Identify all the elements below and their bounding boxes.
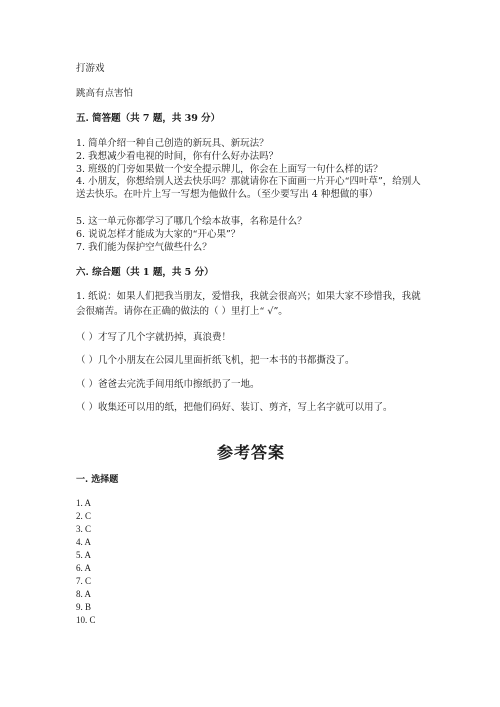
top-item-2: 跳高有点害怕 (76, 88, 134, 99)
section6-heading: 六. 综合题（共 1 题，共 5 分） (76, 267, 214, 278)
answers-title: 参考答案 (216, 443, 285, 462)
answer-item: 5. A (76, 550, 92, 560)
answers-section-heading: 一. 选择题 (76, 475, 119, 485)
section6-option-1: （ ）才写了几个字就扔掉，真浪费！ (76, 332, 232, 343)
answer-item: 10. C (76, 615, 96, 625)
answer-item: 6. A (76, 563, 92, 573)
answer-item: 9. B (76, 602, 92, 612)
section5-q6: 6. 说说怎样才能成为大家的“开心果”？ (76, 229, 241, 240)
answer-item: 3. C (76, 524, 92, 534)
section6-intro: 1. 纸说：如果人们把我当朋友，爱惜我，我就会很高兴；如果大家不珍惜我，我就会很痛苦。请你在正确的做法的（ ）里打上“ √”。 (76, 291, 421, 317)
section5-q4: 4. 小朋友，你想给别人送去快乐吗？那就请你在下面画一片开心“四叶草”，给别人送去快乐。在叶片上写一写想为他做什么。（至少要写出 4 种想做的事） (76, 176, 421, 200)
section5-q1: 1. 简单介绍一种自己创造的新玩具、新玩法？ (76, 138, 269, 149)
answer-item: 2. C (76, 511, 92, 521)
answer-item: 4. A (76, 537, 92, 547)
section5-q5: 5. 这一单元你都学习了哪几个绘本故事，名称是什么？ (76, 216, 307, 227)
section6-option-2: （ ）几个小朋友在公园儿里面折纸飞机，把一本书的书都撕没了。 (76, 355, 355, 366)
section5-heading: 五. 简答题（共 7 题，共 39 分） (76, 113, 221, 124)
answer-item: 8. A (76, 589, 92, 599)
section6-option-4: （ ）收集还可以用的纸，把他们码好、装订、剪齐，写上名字就可以用了。 (76, 402, 393, 413)
section6-option-3: （ ）爸爸去完洗手间用纸巾擦纸扔了一地。 (76, 379, 260, 390)
answer-item: 7. C (76, 576, 92, 586)
top-item-1: 打游戏 (76, 63, 105, 74)
section5-q2: 2. 我想减少看电视的时间，你有什么好办法吗？ (76, 151, 279, 162)
answer-item: 1. A (76, 498, 92, 508)
section5-q7: 7. 我们能为保护空气做些什么？ (76, 242, 212, 253)
section5-q3: 3. 班级的门旁如果做一个安全提示牌儿，你会在上面写一句什么样的话？ (76, 164, 383, 175)
